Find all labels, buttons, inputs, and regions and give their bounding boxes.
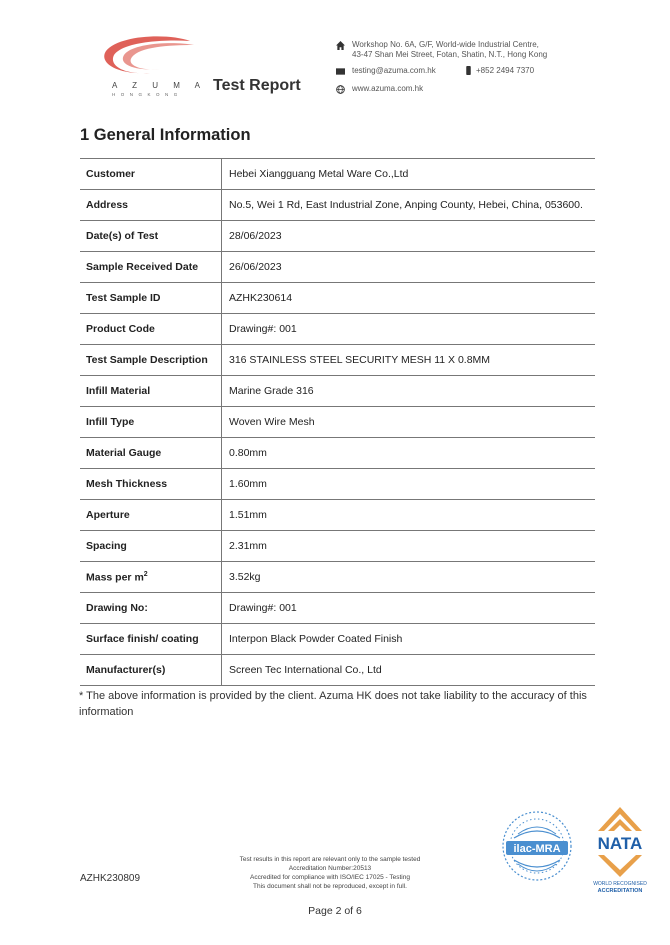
phone-text: +852 2494 7370 <box>476 66 535 75</box>
ilac-mra-badge <box>500 808 574 888</box>
row-value: Hebei Xiangguang Metal Ware Co.,Ltd <box>222 159 596 190</box>
row-value: Drawing#: 001 <box>222 593 596 624</box>
table-row <box>80 655 595 686</box>
row-label-text: Infill Type <box>86 416 135 428</box>
row-value: 1.60mm <box>222 469 596 500</box>
row-label-text: Aperture <box>86 509 130 521</box>
table-row <box>80 624 595 655</box>
row-label-superscript: 2 <box>143 570 148 578</box>
row-label-text: Surface finish/ coating <box>86 633 199 645</box>
nata-badge <box>588 805 652 895</box>
azuma-swoosh-icon <box>98 35 198 79</box>
row-value: 26/06/2023 <box>222 252 596 283</box>
row-label-text: Date(s) of Test <box>86 230 159 242</box>
nata-sub-2: ACCREDITATION <box>597 888 643 894</box>
azuma-logo <box>98 35 207 101</box>
row-value: AZHK230614 <box>222 283 596 314</box>
row-value: Screen Tec International Co., Ltd <box>222 655 596 686</box>
website-line <box>336 84 636 94</box>
contact-block <box>336 40 636 94</box>
email-line <box>336 66 636 76</box>
row-label-text: Mass per m <box>86 571 144 584</box>
logo-brand-text: A Z U M A <box>112 81 207 90</box>
row-label <box>80 376 222 407</box>
row-label-text: Manufacturer(s) <box>86 664 166 676</box>
table-row <box>80 221 595 252</box>
row-label <box>80 562 222 593</box>
table-row <box>80 531 595 562</box>
row-value: 3.52kg <box>222 562 596 593</box>
table-row <box>80 159 595 190</box>
row-label-text: Mesh Thickness <box>86 478 168 490</box>
table-row <box>80 593 595 624</box>
row-label-text: Test Sample ID <box>86 292 161 304</box>
address-line <box>336 40 636 60</box>
row-label <box>80 624 222 655</box>
website-text[interactable]: www.azuma.com.hk <box>352 84 424 93</box>
row-value: Interpon Black Powder Coated Finish <box>222 624 596 655</box>
row-value: Marine Grade 316 <box>222 376 596 407</box>
row-value: 28/06/2023 <box>222 221 596 252</box>
row-label-text: Product Code <box>86 323 155 335</box>
row-label <box>80 190 222 221</box>
footer-text <box>200 855 460 891</box>
row-value: 0.80mm <box>222 438 596 469</box>
table-row <box>80 252 595 283</box>
table-row <box>80 376 595 407</box>
report-title: Test Report <box>213 77 301 94</box>
row-label <box>80 531 222 562</box>
row-label-text: Sample Received Date <box>86 261 199 273</box>
footer-line-1: Test results in this report are relevant only to the sample tested <box>239 856 421 863</box>
nata-label: NATA <box>597 834 643 853</box>
row-label-text: Address <box>86 199 129 211</box>
address-line-2: 43-47 Shan Mei Street, Fotan, Shatin, N.T., Hong Kong <box>352 50 548 59</box>
row-value: Woven Wire Mesh <box>222 407 596 438</box>
globe-icon <box>336 85 345 94</box>
row-label <box>80 655 222 686</box>
row-label-text: Drawing No: <box>86 602 148 614</box>
row-value: 316 STAINLESS STEEL SECURITY MESH 11 X 0.8MM <box>222 345 596 376</box>
footer-line-2: Accreditation Number:20513 <box>288 865 372 872</box>
row-value: 1.51mm <box>222 500 596 531</box>
footer-line-4: This document shall not be reproduced, except in full. <box>253 883 407 890</box>
row-label-text: Spacing <box>86 540 127 552</box>
table-row <box>80 438 595 469</box>
logo-sub-text: HONGKONG <box>112 92 183 97</box>
address-line-1: Workshop No. 6A, G/F, World-wide Industrial Centre, <box>352 40 539 49</box>
ilac-label: ilac-MRA <box>513 843 561 855</box>
table-row <box>80 469 595 500</box>
row-label-text: Customer <box>86 168 136 180</box>
general-info-table <box>80 158 595 686</box>
email-text[interactable]: testing@azuma.com.hk <box>352 66 436 75</box>
table-row <box>80 314 595 345</box>
phone-line <box>464 66 534 76</box>
row-label <box>80 283 222 314</box>
row-label <box>80 221 222 252</box>
row-value: 2.31mm <box>222 531 596 562</box>
disclaimer-note: * The above information is provided by the client. Azuma HK does not take liability to the accuracy of this information <box>79 690 587 718</box>
table-row <box>80 562 595 593</box>
table-row <box>80 407 595 438</box>
row-label <box>80 345 222 376</box>
row-label <box>80 407 222 438</box>
page-number: Page 2 of 6 <box>308 905 362 917</box>
row-label <box>80 159 222 190</box>
row-label <box>80 500 222 531</box>
row-label <box>80 438 222 469</box>
row-label-text: Material Gauge <box>86 447 162 459</box>
phone-icon <box>464 66 473 75</box>
table-row <box>80 190 595 221</box>
table-row <box>80 345 595 376</box>
row-value: Drawing#: 001 <box>222 314 596 345</box>
table-row <box>80 283 595 314</box>
home-icon <box>336 41 345 50</box>
row-label-text: Test Sample Description <box>86 354 208 366</box>
footer-line-3: Accredited for compliance with ISO/IEC 17025 - Testing <box>250 874 410 881</box>
table-row <box>80 500 595 531</box>
mail-icon <box>336 67 345 76</box>
report-number: AZHK230809 <box>80 873 141 884</box>
row-value: No.5, Wei 1 Rd, East Industrial Zone, Anping County, Hebei, China, 053600. <box>222 190 596 221</box>
nata-sub-1: WORLD RECOGNISED <box>593 881 647 887</box>
row-label-text: Infill Material <box>86 385 151 397</box>
section-title: 1 General Information <box>80 126 251 144</box>
row-label <box>80 314 222 345</box>
row-label <box>80 469 222 500</box>
row-label <box>80 593 222 624</box>
row-label <box>80 252 222 283</box>
